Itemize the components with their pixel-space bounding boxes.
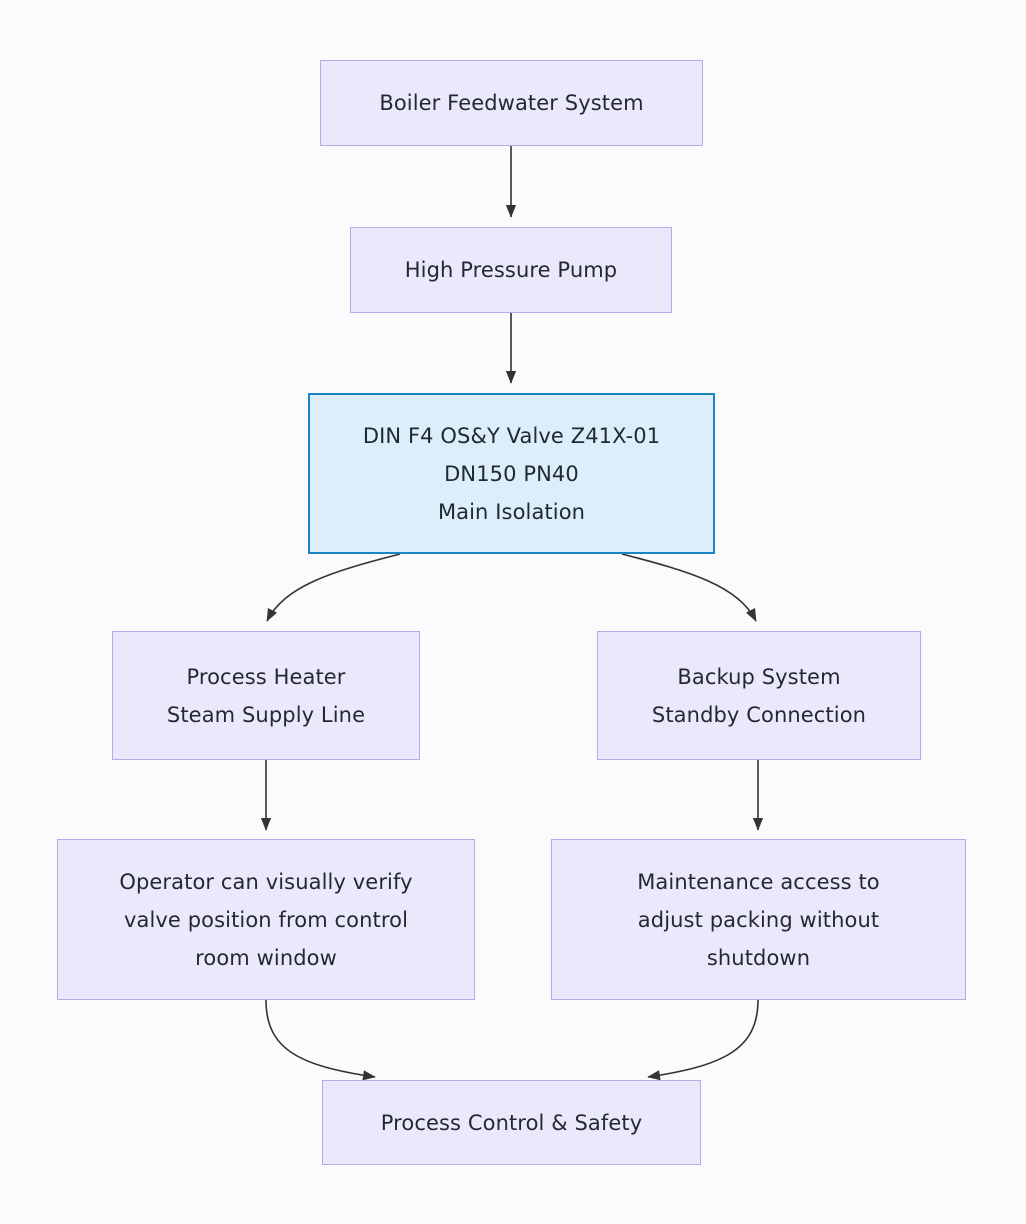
node-backup-system[interactable]	[597, 631, 921, 760]
edge-valve-to-heater	[267, 554, 400, 621]
node-din-f4-osy-valve[interactable]	[308, 393, 715, 554]
node-line: room window	[195, 945, 337, 970]
node-line: DIN F4 OS&Y Valve Z41X-01	[362, 423, 661, 448]
node-line: Steam Supply Line	[166, 702, 366, 727]
node-line: High Pressure Pump	[404, 258, 618, 282]
node-line: Boiler Feedwater System	[379, 91, 644, 115]
node-high-pressure-pump[interactable]	[350, 227, 672, 313]
node-line: Operator can visually verify	[119, 869, 413, 894]
node-line: valve position from control	[123, 907, 409, 932]
edge-maintenance-to-control	[648, 1000, 758, 1077]
node-boiler-feedwater-system[interactable]	[320, 60, 703, 146]
node-line: Main Isolation	[437, 499, 586, 524]
node-process-control-safety[interactable]	[322, 1080, 701, 1165]
node-line: Process Control & Safety	[380, 1110, 643, 1135]
node-line: Maintenance access to	[637, 869, 880, 894]
node-maintenance-access[interactable]	[551, 839, 966, 1000]
edge-valve-to-backup	[622, 554, 756, 621]
node-line: Process Heater	[186, 664, 346, 689]
node-line: Backup System	[677, 664, 841, 689]
node-line: adjust packing without	[637, 907, 880, 932]
node-line: DN150 PN40	[444, 461, 579, 486]
node-process-heater[interactable]	[112, 631, 420, 760]
node-line: shutdown	[706, 945, 811, 970]
node-operator-visual-verify[interactable]	[57, 839, 475, 1000]
edge-operator-to-control	[266, 1000, 375, 1077]
node-line: Standby Connection	[651, 702, 867, 727]
